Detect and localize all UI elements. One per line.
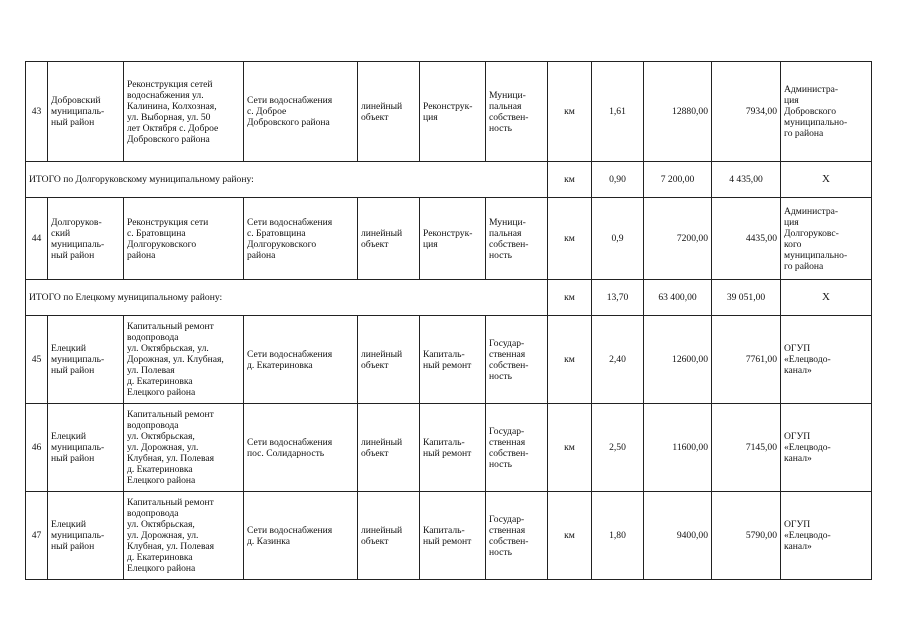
executor-cell: ОГУП «Елецводо- канал» [781, 316, 872, 404]
work-cell: Реконструк- ция [420, 198, 486, 280]
funding-cell: 4435,00 [712, 198, 781, 280]
summary-funding: 4 435,00 [712, 162, 781, 198]
executor-cell: ОГУП «Елецводо- канал» [781, 492, 872, 580]
district-cell: Добровский муниципаль- ный район [48, 62, 124, 162]
ownership-cell: Государ- ственная собствен- ность [486, 492, 548, 580]
network-cell: Сети водоснабжения д. Екатериновка [244, 316, 358, 404]
district-cell: Елецкий муниципаль- ный район [48, 316, 124, 404]
summary-row [26, 162, 872, 198]
row-number: 46 [26, 404, 48, 492]
length-cell: 2,50 [592, 404, 644, 492]
network-cell: Сети водоснабжения с. Братовщина Долгоруковского района [244, 198, 358, 280]
summary-unit: км [548, 280, 592, 316]
work-cell: Капиталь- ный ремонт [420, 492, 486, 580]
type-cell: линейный объект [358, 492, 420, 580]
summary-cost: 7 200,00 [644, 162, 712, 198]
funding-cell: 5790,00 [712, 492, 781, 580]
type-cell: линейный объект [358, 404, 420, 492]
cost-cell: 9400,00 [644, 492, 712, 580]
object-cell: Реконструкция сетей водоснабжения ул. Калинина, Колхозная, ул. Выборная, ул. 50 лет Октября с. Доброе Добровского района [124, 62, 244, 162]
unit-cell: км [548, 316, 592, 404]
table-row [26, 198, 872, 280]
network-cell: Сети водоснабжения пос. Солидарность [244, 404, 358, 492]
object-cell: Капитальный ремонт водопровода ул. Октябрьская, ул. Дорожная, ул. Клубная, ул. Полевая д. Екатериновка Елецкого района [124, 492, 244, 580]
executor-cell: Администра- ция Добровского муниципально- го района [781, 62, 872, 162]
district-cell: Елецкий муниципаль- ный район [48, 404, 124, 492]
object-cell: Реконструкция сети с. Братовщина Долгоруковского района [124, 198, 244, 280]
cost-cell: 12600,00 [644, 316, 712, 404]
cost-cell: 12880,00 [644, 62, 712, 162]
object-cell: Капитальный ремонт водопровода ул. Октябрьская, ул. Дорожная, ул. Клубная, ул. Полевая д. Екатериновка Елецкого района [124, 404, 244, 492]
work-cell: Капиталь- ный ремонт [420, 404, 486, 492]
summary-cost: 63 400,00 [644, 280, 712, 316]
ownership-cell: Государ- ственная собствен- ность [486, 404, 548, 492]
unit-cell: км [548, 62, 592, 162]
work-cell: Капиталь- ный ремонт [420, 316, 486, 404]
summary-unit: км [548, 162, 592, 198]
district-cell: Долгоруков- ский муниципаль- ный район [48, 198, 124, 280]
summary-label: ИТОГО по Долгоруковскому муниципальному району: [26, 162, 548, 198]
summary-label: ИТОГО по Елецкому муниципальному району: [26, 280, 548, 316]
cost-cell: 11600,00 [644, 404, 712, 492]
row-number: 43 [26, 62, 48, 162]
unit-cell: км [548, 492, 592, 580]
unit-cell: км [548, 404, 592, 492]
funding-cell: 7145,00 [712, 404, 781, 492]
cost-cell: 7200,00 [644, 198, 712, 280]
executor-cell: ОГУП «Елецводо- канал» [781, 404, 872, 492]
length-cell: 1,61 [592, 62, 644, 162]
length-cell: 1,80 [592, 492, 644, 580]
row-number: 44 [26, 198, 48, 280]
network-cell: Сети водоснабжения с. Доброе Добровского района [244, 62, 358, 162]
district-cell: Елецкий муниципаль- ный район [48, 492, 124, 580]
table-row [26, 316, 872, 404]
unit-cell: км [548, 198, 592, 280]
registry-table [25, 61, 872, 580]
table-row [26, 404, 872, 492]
row-number: 45 [26, 316, 48, 404]
table-row [26, 62, 872, 162]
network-cell: Сети водоснабжения д. Казинка [244, 492, 358, 580]
summary-funding: 39 051,00 [712, 280, 781, 316]
summary-row [26, 280, 872, 316]
summary-mark: Х [781, 162, 872, 198]
funding-cell: 7934,00 [712, 62, 781, 162]
executor-cell: Администра- ция Долгоруковс- кого муниципально- го района [781, 198, 872, 280]
ownership-cell: Государ- ственная собствен- ность [486, 316, 548, 404]
work-cell: Реконструк- ция [420, 62, 486, 162]
summary-length: 0,90 [592, 162, 644, 198]
length-cell: 2,40 [592, 316, 644, 404]
table-row [26, 492, 872, 580]
summary-mark: Х [781, 280, 872, 316]
ownership-cell: Муници- пальная собствен- ность [486, 62, 548, 162]
funding-cell: 7761,00 [712, 316, 781, 404]
summary-length: 13,70 [592, 280, 644, 316]
length-cell: 0,9 [592, 198, 644, 280]
ownership-cell: Муници- пальная собствен- ность [486, 198, 548, 280]
type-cell: линейный объект [358, 316, 420, 404]
object-cell: Капитальный ремонт водопровода ул. Октябрьская, ул. Дорожная, ул. Клубная, ул. Полевая д. Екатериновка Елецкого района [124, 316, 244, 404]
row-number: 47 [26, 492, 48, 580]
type-cell: линейный объект [358, 62, 420, 162]
type-cell: линейный объект [358, 198, 420, 280]
